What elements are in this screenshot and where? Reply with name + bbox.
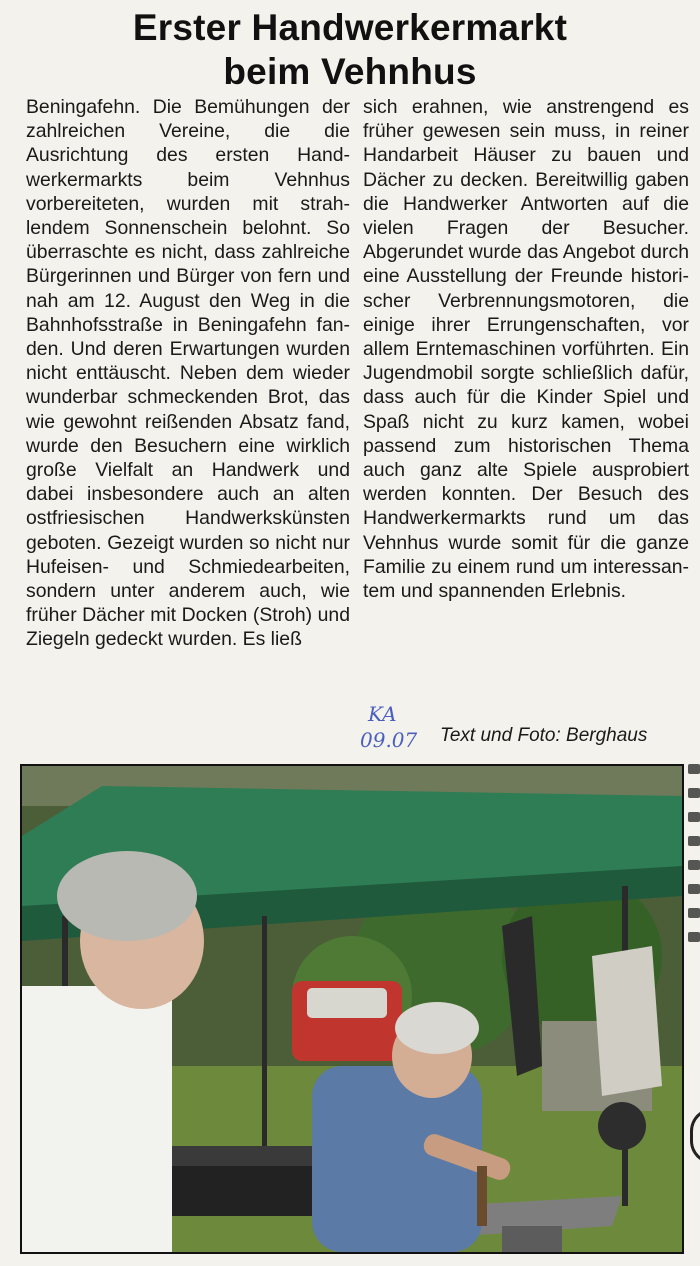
adjacent-bracket — [690, 1108, 700, 1164]
article-column-right — [363, 95, 689, 603]
headline-line-2: beim Vehnhus — [223, 51, 477, 92]
column-left-text: Beningafehn. Die Bemühungen der zahlreichen Vereine, die die Ausrichtung des ersten Handwerkermarkts beim Vehnhus vorbereiteten, wurden mit strahlendem Sonnenschein belohnt. So überraschte es nicht, dass zahlreiche Bürgerinnen und Bürger von fern und nah am 12. August den Weg in die Bahnhofsstraße in Beningafehn fanden. Und deren Erwartungen wurden nicht enttäuscht. Neben dem wieder wunderbar schmeckenden Brot, das wie gewohnt reißenden Absatz fand, wurde den Besuchern eine wirklich große Vielfalt an Handwerk und dabei insbesondere auch an alten ostfriesischen Handwerkskünsten geboten. Gezeigt wurden so nicht nur Hufeisen- und Schmiedearbeiten, sondern unter anderem auch, wie früher Dächer mit Docken (Stroh) und Ziegeln gedeckt wurden. Es ließ — [26, 96, 350, 651]
handwritten-initials: KA — [368, 702, 397, 726]
adjacent-column-edge — [688, 764, 700, 1024]
article-headline — [20, 6, 680, 94]
handwritten-date: 09.07 — [360, 728, 418, 752]
photo-illustration — [22, 766, 682, 1252]
article-column-left — [26, 95, 350, 652]
headline-line-1: Erster Handwerkermarkt — [132, 7, 568, 48]
handwritten-note — [358, 702, 428, 758]
article-photo — [20, 764, 684, 1254]
column-right-text: sich erahnen, wie anstrengend es früher gewesen sein muss, in reiner Handarbeit Häuser zu bauen und Dächer zu decken. Bereitwillig gaben die Handwerker Antworten auf die vielen Fragen der Besucher. Abgerundet wurde das Angebot durch eine Ausstellung der Freunde historischer Verbrennungsmotoren, die einige ihrer Errungenschaften, vor allem Erntemaschinen vorführten. Ein Jugendmobil sorgte schließlich dafür, dass auch für die Kinder Spiel und Spaß nicht zu kurz kamen, wobei passend zum historischen Thema auch ganz alte Spiele ausprobiert werden konnten. Der Besuch des Handwerkermarkts rund um das Vehnhus wurde somit für die ganze Familie zu einem rund um interessantem und spannenden Erlebnis. — [363, 96, 689, 603]
credit-row — [358, 702, 690, 758]
photo-credit: Text und Foto: Berghaus — [440, 725, 648, 746]
